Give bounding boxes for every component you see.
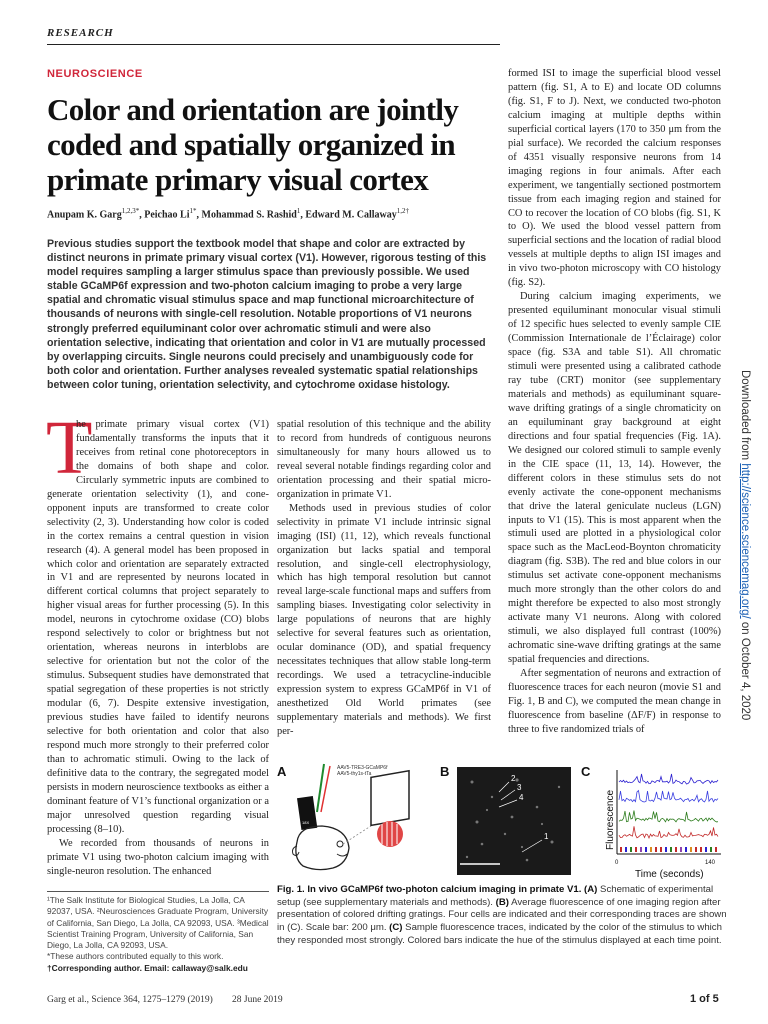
abstract-text: Previous studies support the textbook model that shape and color are extracted by distinct neurons in primate primary visual cortex (V1). However, rigorous testing of this model requires sampling a larger stimulus space than previously possible. We used stable GCaMP6f expression and two-photon calcium imaging to probe a very large spatial and chromatic visual stimulus space and map functional microarchitecture of thousands of neurons with single-cell resolution. Notable proportions of V1 neurons strongly preferred equiluminant color over achromatic stimuli and were also orientation selective, indicating that orientation and color in V1 are mutually processed by overlapping circuits. Single neurons could precisely and unambiguously code for both color and orientation. Further analyses revealed systematic spatial relationships between color tuning, orientation selectivity, and cytochrome oxidase histology. xyxy=(47,238,487,391)
author-name: Edward M. Callaway xyxy=(305,209,397,221)
panel-c-label: C xyxy=(581,764,591,779)
monitor-icon xyxy=(371,771,409,847)
fluorescence-traces xyxy=(619,774,718,838)
stimulus-bar xyxy=(690,847,692,852)
drop-cap: T xyxy=(46,406,93,490)
body-column-middle xyxy=(277,418,491,739)
stimulus-bar xyxy=(660,847,662,852)
stimulus-bar xyxy=(715,847,717,852)
virus-label-2: AAV5-thy1s-tTa xyxy=(337,771,372,777)
author-name: Mohammad S. Rashid xyxy=(201,209,297,221)
stimulus-bar xyxy=(625,847,627,852)
stimulus-bar xyxy=(630,847,632,852)
body-paragraph: During calcium imaging experiments, we presented equiluminant monocular visual stimuli of 12 specific hues selected to evenly sample CIE (Commission Internationale de l’Éclairage) color space (fig. S3A and table S1). All chromatic stimuli were presented using a calibrated cathode ray tube (CRT) monitor (see supplementary materials and methods) as equiluminant square-wave drifting gratings of a single chromaticity on an equiluminant gray background at eight directions and four spatial frequencies (Fig. 1A). We designed our colored stimuli to sample evenly in the CIE space (11, 13, 14). However, the different colors in these stimulus sets do not evenly activate the cone-opponent mechanisms that drive the lateral geniculate nucleus (LGN) inputs to V1 (15). This is most apparent when the stimuli used are plotted in a physiological color space such as the MacLeod-Boynton chromaticity diagram (fig. S3B). The red and blue colors in our stimulus set activate cone-opponent mechanisms much more strongly than the other colors do and might therefore be expected to also most strongly activate many V1 neurons. Along with colored stimuli, we also displayed full contrast (100%) achromatic sine-wave drifting gratings at the same spatial frequencies and directions. xyxy=(508,291,721,666)
caption-title: Fig. 1. In vivo GCaMP6f two-photon calcium imaging in primate V1. xyxy=(277,884,582,895)
primate-head-icon xyxy=(293,826,350,870)
download-note-prefix: Downloaded from xyxy=(739,370,751,464)
stimulus-bar xyxy=(645,847,647,852)
x-tick-label: 0 xyxy=(615,860,619,866)
panel-b-label: B xyxy=(440,764,450,779)
download-note-suffix: on October 4, 2020 xyxy=(739,618,751,721)
caption-ref: (B) xyxy=(495,896,509,908)
running-head: RESEARCH xyxy=(47,27,114,39)
body-paragraph: Methods used in previous studies of color selectivity in primate V1 include intrinsic signal imaging (ISI) (11, 12), which reveals functional organization but lacks spatial and temporal resolution, and single-cell electrophysiology, which has high temporal resolution but cannot reveal large-scale functional maps and suffers from sampling biases. Investigating color selectivity in large populations of neurons that are highly selective for several features such as orientation, ocular dominance (OD), and spatial frequency necessitates techniques that allow stable long-term recordings. We used a tetracycline-inducible expression system to express GCaMP6f in V1 of anesthetized Old World primates (see supplementary materials and methods). We first per- xyxy=(277,502,491,737)
body-paragraph: he primate primary visual cortex (V1) fundamentally transforms the inputs that it receives from retinal cone photoreceptors in the domains of both shape and color. Circularly symmetric inputs are combined to generate orientation selectivity (1), and cone-opponent inputs are transformed to create color selectivity (2, 3). Understanding how color is coded in the cortex remains a central question in vision research (4). A general model has been proposed in which color and orientation are separately extracted in V1 and are represented by neurons located in different cortical columns that project separately to higher visual areas for further processing (5). In this model, neurons in cytochrome oxidase (CO) blobs respond selectively to color or brightness but not orientation, whereas neurons in interblobs are selective for orientation but not the color of the stimulus. Subsequent studies have demonstrated that spatial segregation of these properties is not strictly modular (6, 7). Despite extensive investigation, previous studies have failed to identify neurons selective for both orientation and color that also respond much more strongly to their preferred color than to achromatic stimuli. Owing to the lack of definitive data to the contrary, the segregated model persists in modern neuroscience textbooks as either a dominant feature of V1’s functional organization or a major unresolved question regarding visual processing (8–10). xyxy=(47,419,269,835)
body-paragraph: After segmentation of neurons and extraction of fluorescence traces for each neuron (movie S1 and Fig. 1, B and C), we computed the mean change in fluorescence from baseline (ΔF/F) in response to three to five randomized trials of xyxy=(508,667,721,735)
page-number: 1 of 5 xyxy=(690,993,719,1005)
x-axis-label: Time (seconds) xyxy=(635,869,704,880)
affiliation-text: ¹The Salk Institute for Biological Studies, La Jolla, CA 92037, USA. ²Neurosciences Graduate Program, University of California, San Diego, La Jolla, CA 92093, USA. ³Medical Scientist Training Program, University of California, San Diego, La Jolla, CA 92093, USA. xyxy=(47,895,269,951)
author-name: Peichao Li xyxy=(144,209,190,221)
footer-citation: Garg et al., Science 364, 1275–1279 (2019) xyxy=(47,995,213,1005)
stimulus-bar xyxy=(635,847,637,852)
stimulus-bar xyxy=(665,847,667,852)
footer-date: 28 June 2019 xyxy=(232,995,283,1005)
microscope-icon xyxy=(297,764,330,830)
author-affil: 1,2,3* xyxy=(121,207,140,215)
author-affil: 1 xyxy=(296,207,301,215)
author-list: Anupam K. Garg$^{1,2,3*}$, Peichao $Li^{1*}$, Mohammad S. Rashid$^1$, Edward M. Callaway$^{1,2\dagger}$ xyxy=(47,207,409,221)
panel-a-label: A xyxy=(277,764,287,779)
y-axis-label: Fluorescence xyxy=(605,789,616,850)
author-affil: 1* xyxy=(189,207,197,215)
fluorescence-trace xyxy=(619,826,718,838)
caption-text: Sample fluorescence traces, indicated by the color of the stimulus to which they responded most strongly. Colored bars indicate the hue of the stimulus displayed at each time point. xyxy=(277,922,722,946)
caption-text: Average fluorescence of one imaging region after presentation of colored drifting gratings. Four cells are indicated and their corresponding traces are shown in (C). Scale bar: 200 μm. xyxy=(277,896,727,934)
affiliations xyxy=(47,895,272,974)
cell-label: 1 xyxy=(544,832,549,841)
stimulus-bar xyxy=(640,847,642,852)
article-title: Color and orientation are jointly coded and spatially organized in primate primary visual cortex xyxy=(47,92,459,197)
body-paragraph: formed ISI to image the superficial blood vessel pattern (fig. S1, A to E) and locate OD columns (fig. S1, F to J). Next, we conducted two-photon calcium imaging at multiple depths within superficial cortical layers (170 to 350 μm from the pial surface). We recorded the calcium responses of 4351 visually responsive neurons from 14 imaging regions in four animals. After each experiment, we tangentially sectioned postmortem tissue from each imaging region and stained for CO to recover the location of CO blobs (fig. S1, K to O). We used the blood vessel pattern from superficial sections and the location of radial blood vessels at multiple depths to align ISI images and in vivo two-photon microscopy with CO histology (fig. S2). xyxy=(508,68,721,289)
figure-1 xyxy=(277,762,727,882)
cell-label: 4 xyxy=(519,793,524,802)
author-affil: 1,2† xyxy=(396,207,409,215)
stimulus-bar xyxy=(655,847,657,852)
fluorescence-trace xyxy=(619,791,718,803)
stimulus-bar xyxy=(670,847,672,852)
stimulus-bar xyxy=(700,847,702,852)
caption-ref: (A) xyxy=(584,884,598,895)
imaging-field xyxy=(457,767,571,875)
x-tick-label: 140 xyxy=(705,860,716,866)
cell-label: 2 xyxy=(511,774,516,783)
body-paragraph: We recorded from thousands of neurons in primate V1 using two-photon calcium imaging with single-neuron resolution. The enhanced xyxy=(47,837,269,877)
cell-label: 3 xyxy=(517,783,522,792)
body-column-left xyxy=(46,406,269,878)
stimulus-bar xyxy=(695,847,697,852)
fluorescence-trace xyxy=(619,774,718,784)
abstract xyxy=(47,237,487,392)
stimulus-bar xyxy=(680,847,682,852)
body-column-right xyxy=(508,67,721,737)
stimulus-bar xyxy=(710,847,712,852)
affiliation-rule xyxy=(47,891,269,892)
caption-text: Schematic of experimental setup (see supplementary materials and methods). xyxy=(277,884,714,908)
corresponding-author[interactable]: †Corresponding author. Email: callaway@salk.edu xyxy=(47,962,248,973)
figure-1-graphic xyxy=(277,762,727,882)
stimulus-bar xyxy=(685,847,687,852)
section-label: NEUROSCIENCE xyxy=(47,68,143,80)
stimulus-bar xyxy=(650,847,652,852)
download-link[interactable]: http://science.sciencemag.org/ xyxy=(739,463,751,619)
svg-text:18X: 18X xyxy=(302,820,310,825)
stimulus-bars xyxy=(620,847,717,852)
header-rule xyxy=(47,44,500,45)
caption-ref: (C) xyxy=(389,922,403,934)
figure-caption xyxy=(277,884,727,948)
stimulus-bar xyxy=(675,847,677,852)
author-name: Anupam K. Garg xyxy=(47,209,122,221)
stimulus-bar xyxy=(705,847,707,852)
fluorescence-trace xyxy=(619,811,718,822)
body-paragraph: spatial resolution of this technique and the ability to record from hundreds of contiguous neurons simultaneously for many hours allowed us to reveal several notable findings regarding color and orientation processing and their spatial micro-organization in primate V1. xyxy=(277,419,491,500)
virus-label-1: AAV5-TRE3-GCaMP6f xyxy=(337,765,388,771)
equal-contribution-note: *These authors contributed equally to this work. xyxy=(47,951,224,962)
stimulus-bar xyxy=(620,847,622,852)
download-note xyxy=(735,370,755,790)
